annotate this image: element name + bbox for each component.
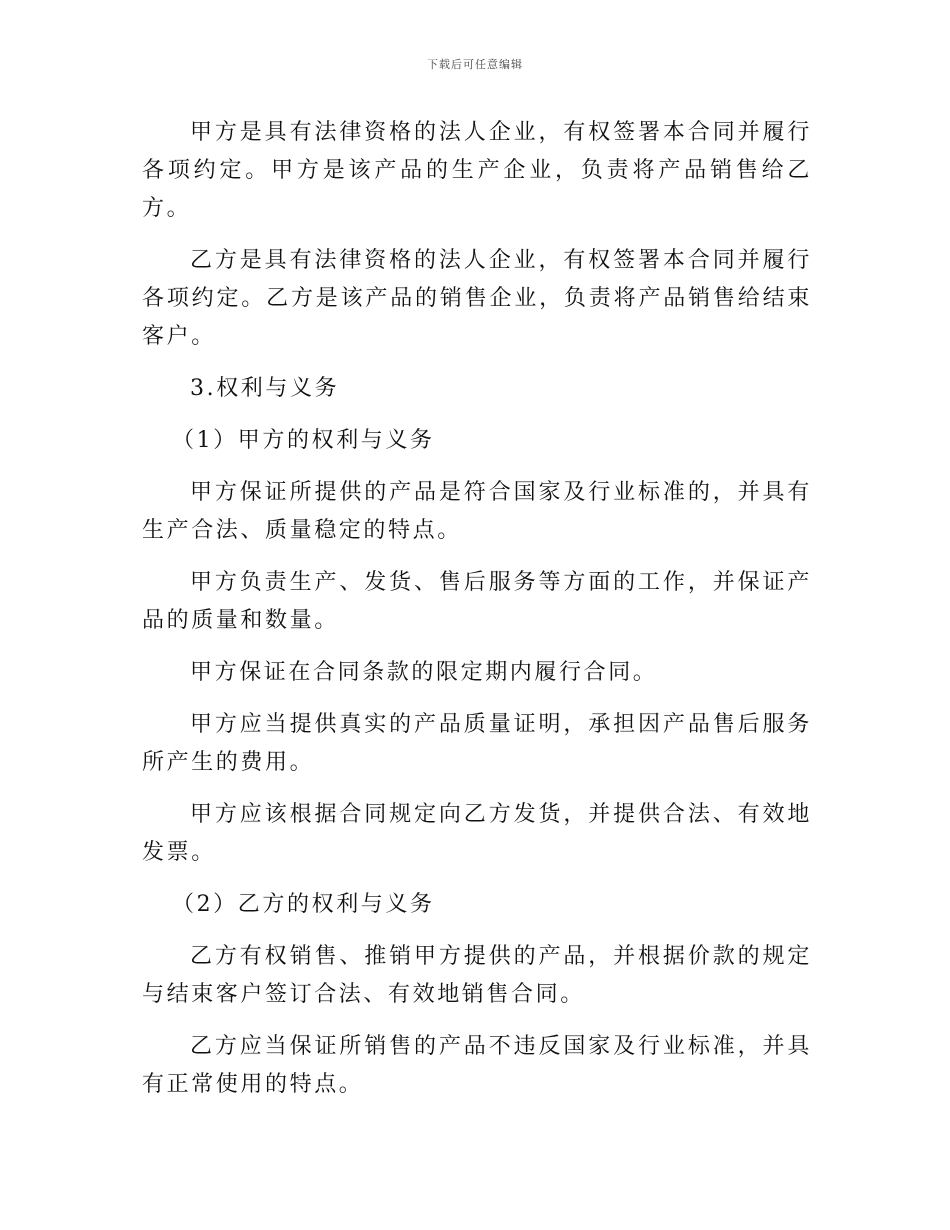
subheading-party-a-rights: （1）甲方的权利与义务	[172, 428, 435, 453]
subheading-party-b-rights: （2）乙方的权利与义务	[172, 892, 435, 917]
paragraph-party-a-standards: 甲方保证所提供的产品是符合国家及行业标准的，并具有生产合法、质量稳定的特点。	[142, 480, 812, 543]
document-body	[142, 114, 812, 1118]
section-heading-rights-obligations: 3.权利与义务	[190, 376, 340, 401]
paragraph-party-a-production: 甲方负责生产、发货、售后服务等方面的工作，并保证产品的质量和数量。	[142, 570, 812, 633]
paragraph-party-a-delivery: 甲方应该根据合同规定向乙方发货，并提供合法、有效地发票。	[142, 802, 812, 865]
paragraph-party-b-standards: 乙方应当保证所销售的产品不违反国家及行业标准，并具有正常使用的特点。	[142, 1034, 812, 1097]
page-header-note: 下载后可任意编辑	[427, 58, 523, 71]
paragraph-party-b-qualification: 乙方是具有法律资格的法人企业，有权签署本合同并履行各项约定。乙方是该产品的销售企业，负责将产品销售给结束客户。	[142, 248, 812, 349]
paragraph-party-a-term: 甲方保证在合同条款的限定期内履行合同。	[190, 660, 658, 685]
paragraph-party-a-qualification: 甲方是具有法律资格的法人企业，有权签署本合同并履行各项约定。甲方是该产品的生产企业，负责将产品销售给乙方。	[142, 120, 812, 221]
paragraph-party-a-quality-proof: 甲方应当提供真实的产品质量证明，承担因产品售后服务所产生的费用。	[142, 712, 812, 775]
paragraph-party-b-sales: 乙方有权销售、推销甲方提供的产品，并根据价款的规定与结束客户签订合法、有效地销售合同。	[142, 944, 812, 1007]
